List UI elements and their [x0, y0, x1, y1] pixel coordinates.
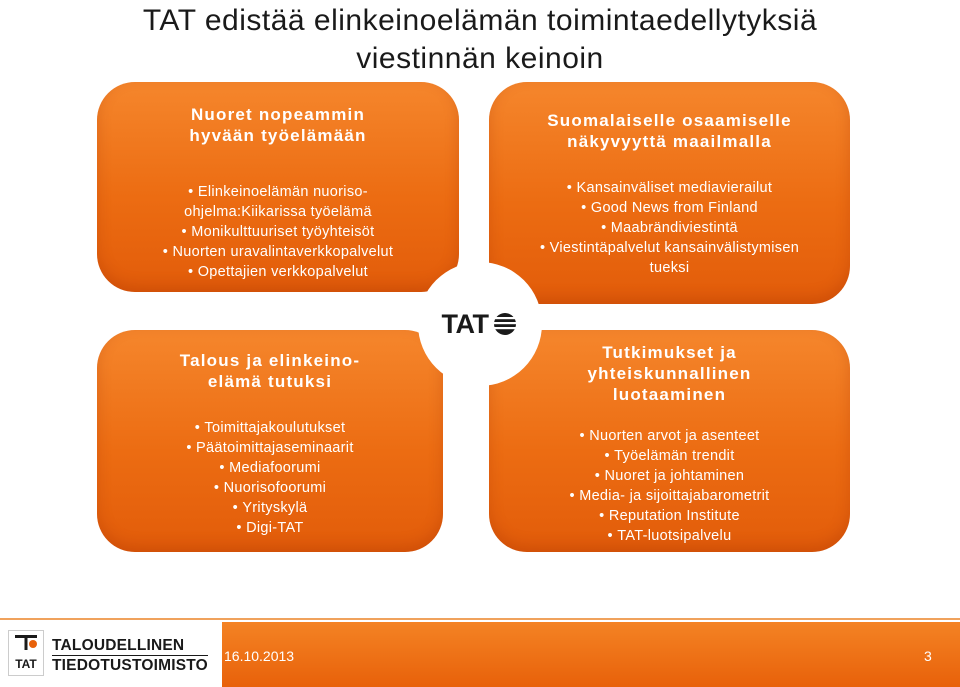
box-heading-line: näkyvyyttä maailmalla: [567, 132, 772, 151]
box-heading-line: hyvään työelämään: [189, 126, 367, 145]
box-item-list: [489, 178, 850, 278]
list-item: • Monikulttuuriset työyhteisöt: [97, 222, 459, 242]
box-heading-line: luotaaminen: [612, 385, 727, 404]
slide-title-line-1: TAT edistää elinkeinoelämän toimintaedellytyksiä: [142, 4, 818, 37]
box-economy-business: [97, 330, 443, 552]
list-item: • Yrityskylä: [97, 498, 443, 518]
list-item: • TAT-luotsipalvelu: [489, 526, 850, 546]
list-item: • Nuoret ja johtaminen: [489, 466, 850, 486]
list-item: • Opettajien verkkopalvelut: [97, 262, 459, 282]
list-item: • Reputation Institute: [489, 506, 850, 526]
list-item: • Toimittajakoulutukset: [97, 418, 443, 438]
box-heading-line: Suomalaiselle osaamiselle: [547, 111, 792, 130]
tat-logo-text: TAT: [441, 308, 489, 339]
list-item: • Nuorten arvot ja asenteet: [489, 426, 850, 446]
org-name-line: TIEDOTUSTOIMISTO: [52, 657, 208, 674]
center-logo: [418, 262, 542, 386]
box-heading-line: Talous ja elinkeino-: [179, 351, 361, 370]
box-heading: [489, 342, 850, 405]
footer-date: 16.10.2013: [224, 648, 295, 664]
box-heading-line: elämä tutuksi: [207, 372, 333, 391]
list-item: • Nuorisofoorumi: [97, 478, 443, 498]
box-heading: [489, 110, 850, 152]
box-item-list: [97, 418, 443, 538]
list-item: • Nuorten uravalintaverkkopalvelut: [97, 242, 459, 262]
tat-globe-icon: [492, 311, 518, 337]
list-item: • Digi-TAT: [97, 518, 443, 538]
list-item: • Good News from Finland: [489, 198, 850, 218]
list-item: • Media- ja sijoittajabarometrit: [489, 486, 850, 506]
footer-logo-mark: TAT: [15, 657, 37, 671]
box-international-visibility: [489, 82, 850, 304]
list-item: • Maabrändiviestintä: [489, 218, 850, 238]
list-item: • Päätoimittajaseminaarit: [97, 438, 443, 458]
list-item: • Viestintäpalvelut kansainvälistymisen: [489, 238, 850, 258]
page-number: 3: [924, 648, 932, 664]
list-item-continuation: ohjelma:Kiikarissa työelämä: [184, 204, 372, 220]
slide-title: [0, 2, 960, 78]
box-item-list: [489, 426, 850, 546]
list-item: • Työelämän trendit: [489, 446, 850, 466]
list-item: • Elinkeinoelämän nuoriso-: [97, 182, 459, 202]
box-heading-line: Tutkimukset ja: [602, 343, 737, 362]
box-research-surveys: [489, 330, 850, 552]
tat-footer-logo-icon: [8, 630, 44, 676]
box-heading-line: Nuoret nopeammin: [190, 105, 366, 124]
box-youth-working-life: [97, 82, 459, 292]
box-heading-line: yhteiskunnallinen: [587, 364, 752, 383]
box-heading: [97, 104, 459, 146]
footer-bar: [222, 622, 960, 687]
list-item: • Kansainväliset mediavierailut: [489, 178, 850, 198]
org-name-line: TALOUDELLINEN: [52, 637, 185, 654]
slide-title-line-2: viestinnän keinoin: [356, 42, 604, 75]
box-heading: [97, 350, 443, 392]
org-name: [52, 636, 208, 675]
box-item-list: [97, 182, 459, 282]
list-item-continuation: tueksi: [649, 260, 690, 276]
footer-divider: [0, 618, 960, 620]
list-item: • Mediafoorumi: [97, 458, 443, 478]
